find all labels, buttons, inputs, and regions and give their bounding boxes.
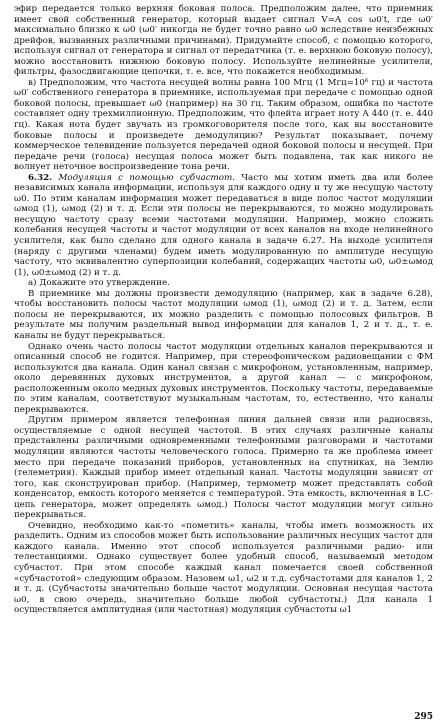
page-number: 295 bbox=[414, 712, 433, 722]
paragraph-7: Другим примером является телефонная линия дальней связи или радиосвязь, осуществляемые с одной несущей частотой. В этих случаях различные каналы представлены различными одновременными телефонными разговорами и частотами модуляции являются частоты человеческого голоса. Примерно та же проблема имеет место при передаче показаний приборов, установленных на спутниках, на Землю (телеметрия). Каждый прибор имеет отдельный канал. Частоты модуляции зависят от того, как сконструирован прибор. (Например, термометр может представлять собой конденсатор, емкость которого меняется с температурой. Эта емкость, включенная в LC-цепь генератора, может определять ωмод.) Полосы частот модуляции могут сильно перекрываться. bbox=[14, 415, 433, 521]
paragraph-6: Однако очень часто полосы частот модуляции отдельных каналов перекрываются и описанный способ не годится. Например, при стереофоническом радиовещании с ФМ используются два канала. Один канал связан с микрофоном, установленным, например, около деревянных духовых инструментов, а другой канал — с микрофоном, расположенным около медных духовых инструментов. Поскольку частоты, передаваемые по этим каналам, соответствуют музыкальным частотам, то, естественно, что каналы перекрываются. bbox=[14, 341, 433, 415]
body-text bbox=[14, 4, 433, 616]
paragraph-4: а) Докажите это утверждение. bbox=[28, 278, 170, 289]
paragraph-8: Очевидно, необходимо как-то «пометить» каналы, чтобы иметь возможность их разделить. Одним из способов может быть использование различных несущих частот для каждого канала. Именно этот способ используется различными радио- или телестанциями. Однако существует более удобный способ, называемый методом субчастот. При этом способе каждый канал помечается своей собственной «субчастотой» следующим образом. Назовем ω1, ω2 и т.д. субчастотами для каналов 1, 2 и т. д. (Субчастоты значительно больше частот модуляции. Основная несущая частота ω0, в свою очередь, значительно больше любой субчастоты.) Для канала 1 осуществляется амплитудная (или частотная) модуляция субчастоты ω1 bbox=[14, 520, 433, 616]
paragraph-1: эфир передается только верхняя боковая полоса. Предположим далее, что приемник имеет свой собственный генератор, который выдает сигнал V=A cos ω0′t, где ω0′ максимально близко к ω0 (ω0′ никогда не будет точно равно ω0 вследствие неизбежных дрейфов, вызванных различными причинами). Придумайте способ, с помощью которого, используя сигнал от генератора и сигнал от передатчика (т. е. верхнюю боковую полосу), можно восстановить нижнюю боковую полосу. Используйте нелинейные усилители, фильтры, фазосдвигающие цепочки, т. е. все, что покажется необходимым. bbox=[14, 4, 433, 78]
paragraph-2: в) Предположим, что частота несущей волны равна 100 Мгц (1 Мгц=10⁶ гц) и частота ω0′ собственного генератора в приемнике, используемая при передаче с помощью одной боковой полосы, превышает ω0 (например) на 30 гц. Таким образом, ошибка по частоте составляет одну трехмиллионную. Предположим, что флейта играет ноту A 440 (т. е. 440 гц). Какая нота будет звучать из громкоговорителя после того, как вы восстановите боковые полосы и произведете демодуляцию? Результат показывает, почему коммерческое телевидение пользуется передачей одной боковой полосы и несущей. При передаче речи (голоса) несущая полоса может быть подавлена, так как никого не волнует неточное воспроизведение тона речи. bbox=[14, 77, 433, 173]
paragraph-5: В приемнике мы должны произвести демодуляцию (например, как в задаче 6.28), чтобы восстановить полосы частот модуляции ωмод (1), ωмод (2) и т. д. Затем, если полосы не перекрываются, их можно разделить с помощью полосовых фильтров. В результате мы получим раздельный вывод информации для каналов 1, 2 и т. д., т. е. каналы не будут перекрываться. bbox=[14, 288, 433, 341]
section-text: Часто мы хотим иметь два или более независимых канала информации, используя для каждого одну и ту же несущую частоту ω0. По этим каналам информация может передаваться в виде полос частот модуляции ωмод (1), ωмод (2) и т. д. Если эти полосы не перекрываются, то можно модулировать несущую частоту сразу всеми частотами модуляции. Например, можно сложить колебания несущей частоты и частот модуляции от всех каналов на входе нелинейного усилителя, как было сделано для одного канала в задаче 6.27. На выходе усилителя (наряду с другими членами) будем иметь модулированную по амплитуде несущую частоту, что эквивалентно суперпозиции колебаний, содержащих частоты ω0, ω0±ωмод (1), ω0±ωмод (2) и т. д. bbox=[14, 172, 433, 278]
paragraph-section-6-32 bbox=[14, 173, 433, 278]
section-number: 6.32. bbox=[28, 172, 53, 183]
section-title: Модуляция с помощью субчастот. bbox=[58, 172, 236, 183]
